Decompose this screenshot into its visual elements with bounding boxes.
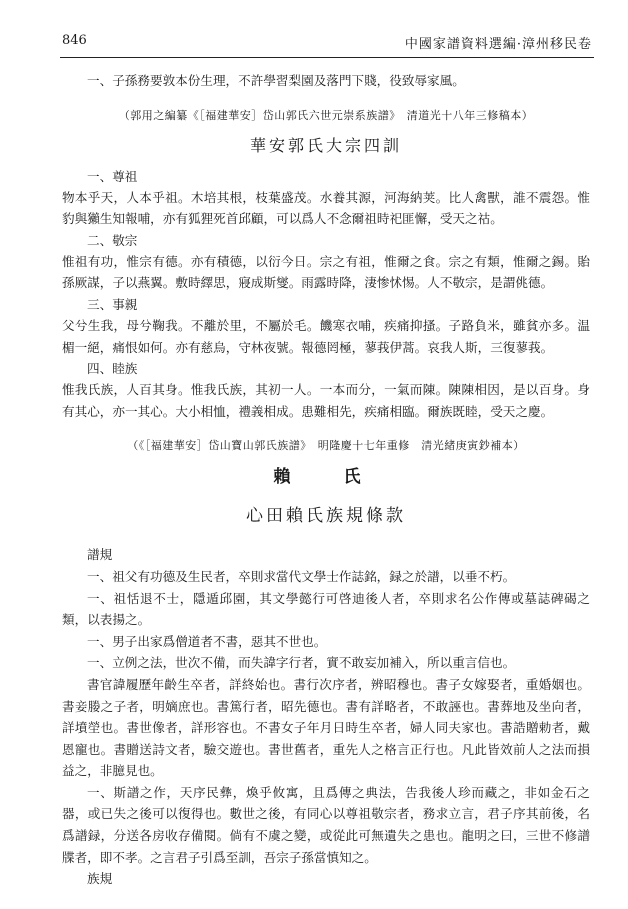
rule-body: 惟祖有功，惟宗有德。亦有積德，以衍今日。宗之有祖，惟爾之食。宗之有類，惟爾之錫。貽孫厥謀，子以燕翼。敷時繹思，寢成斯燮。雨露時降，淒惨怵惕。人不敬宗，是謂佻德。 — [62, 253, 590, 291]
regulation-item: 一、祖父有功德及生民者，卒則求當代文學士作誌銘，録之於譜，以垂不朽。 — [87, 568, 516, 584]
page-body — [62, 70, 590, 890]
header-rule — [60, 57, 594, 58]
regulation-item: 一、立例之法，世次不備，而失諱字行者，實不敢妄加補入，所以重言信也。 — [87, 655, 516, 671]
rule-heading: 二、敬宗 — [87, 232, 138, 248]
rule-item — [62, 358, 590, 422]
rule-item — [62, 294, 590, 358]
regulation-item: 一、斯譜之作，天序民彝，煥乎攸寓，且爲傳之典法，告我後人珍而藏之，非如金石之器，或已失之後可以復得也。數世之後，有同心以尊祖敬宗者，務求立言，君子序其前後，名爲譜録，分送各房收存備閱。倘有不虞之變，或從此可無遺失之患也。龍明之曰，三世不修譜牒者，即不孝。之言君子引爲至訓，吾宗子孫當慎知之。 — [62, 784, 590, 865]
section-title-2: 心田賴氏族規條款 — [246, 506, 406, 527]
source-note-2: （《［福建華安］岱山寶山郭氏族譜》 明隆慶十七年重修 清光緒庚寅鈔補本） — [127, 439, 525, 453]
rules-list — [62, 166, 590, 423]
family-rules-heading: 族規 — [87, 871, 113, 887]
section-title-1: 華安郭氏大宗四訓 — [249, 135, 402, 155]
regulation-item: 一、男子出家爲僧道者不書，惡其不世也。 — [87, 633, 327, 649]
rule-body: 物本乎天，人本乎祖。木培其根，枝葉盛茂。水養其源，河海納荚。比人禽獸，誰不震怨。惟豹與獺生知報哺，亦有狐狸死首邱顧，可以爲人不念爾祖時祀匪懈，受天之祜。 — [62, 189, 590, 227]
regulations-heading: 譜規 — [87, 547, 113, 563]
source-note-1: （郭用之編纂《［福建華安］岱山郭氏六世元崇系族譜》 清道光十八年三修稿本） — [118, 108, 534, 122]
clan-title: 賴 氏 — [273, 467, 379, 488]
rule-body: 父兮生我，母兮鞠我。不離於里，不屬於毛。饑寒衣哺，疾痛抑搔。子路負米，雖貧亦多。温楣一絕，痛恨如何。亦有慈烏，守林夜號。報德罔極，蓼莪伊蒿。哀我人斯，三復蓼莪。 — [62, 317, 590, 355]
rule-heading: 四、睦族 — [87, 361, 138, 377]
regulations-list — [62, 566, 590, 868]
page-number: 846 — [62, 33, 87, 48]
regulation-item: 書官諱履歷年齡生卒者，詳終始也。書行次序者，辨昭穆也。書子女嫁娶者，重婚姻也。書妾媵之子者，明嫡庶也。書篤行者，昭先德也。書有詳略者，不敢誣也。書葬地及坐向者，詳墳塋也。書世像者，詳形容也。不書女子年月日時生卒者，婦人同夫家也。書誥贈勅者，戴恩寵也。書贈送詩文者，驗交遊也。書世舊者，重先人之格言正行也。凡此皆效前人之法而損益之，非臆見也。 — [62, 676, 590, 779]
rule-item — [62, 166, 590, 230]
rule-heading: 一、尊祖 — [87, 168, 138, 184]
rule-heading: 三、事親 — [87, 296, 138, 312]
page-header — [62, 33, 592, 53]
rule-item — [62, 230, 590, 294]
top-paragraph: 一、子孫務要敦本份生理，不許學習梨園及落門下賤，役致辱家風。 — [87, 73, 465, 88]
regulation-item: 一、祖恬退不士，隱遁邱園，其文學懿行可啓迪後人者，卒則求名公作傳或墓誌碑碣之類，以表揚之。 — [62, 590, 590, 628]
rule-body: 惟我氏族，人百其身。惟我氏族，其初一人。一本而分，一氣而陳。陳陳相因，是以百身。身有其心，亦一其心。大小相恤，禮義相成。患難相先，疾痛相臨。爾族既睦，受天之慶。 — [62, 382, 590, 419]
running-title: 中國家譜資料選編·漳州移民卷 — [404, 37, 592, 52]
